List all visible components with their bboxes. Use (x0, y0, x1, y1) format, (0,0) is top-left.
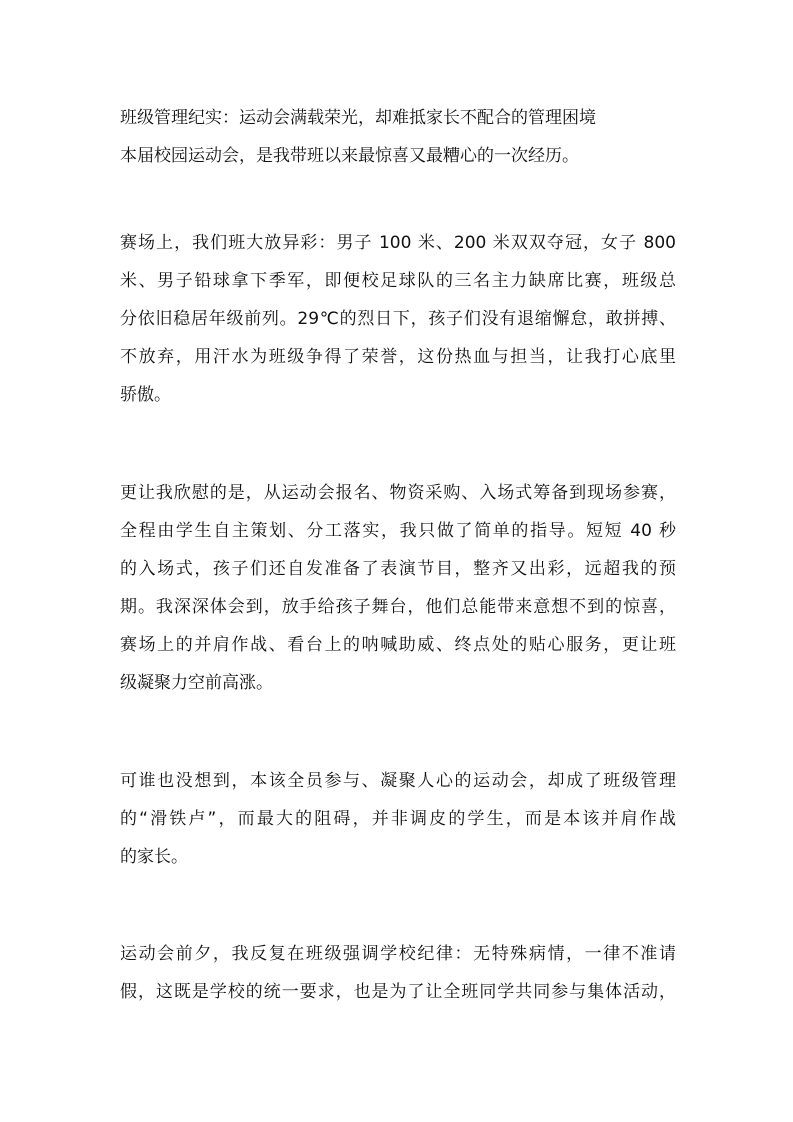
intro-line: 本届校园运动会，是我带班以来最惊喜又最糟心的一次经历。 (120, 146, 579, 166)
paragraph-line: 更让我欣慰的是，从运动会报名、物资采购、入场式筹备到现场参赛， (120, 483, 676, 503)
paragraph-line: 运动会前夕，我反复在班级强调学校纪律：无特殊病情，一律不准请 (120, 944, 676, 964)
paragraph-line: 米、男子铅球拿下季军，即便校足球队的三名主力缺席比赛，班级总 (120, 271, 676, 291)
document-header (120, 99, 676, 175)
paragraph-2 (120, 474, 676, 702)
paragraph-line: 赛场上，我们班大放异彩：男子 100 米、200 米双双夺冠，女子 800 (120, 233, 676, 253)
paragraph-line: 期。我深深体会到，放手给孩子舞台，他们总能带来意想不到的惊喜， (120, 597, 676, 617)
paragraph-line: 不放弃，用汗水为班级争得了荣誉，这份热血与担当，让我打心底里 (120, 347, 676, 367)
document-title: 班级管理纪实：运动会满载荣光，却难抵家长不配合的管理困境 (120, 108, 596, 128)
paragraph-line: 全程由学生自主策划、分工落实，我只做了简单的指导。短短 40 秒 (120, 521, 676, 541)
paragraph-3 (120, 762, 676, 876)
paragraph-line: 骄傲。 (120, 385, 171, 405)
paragraph-line: 假，这既是学校的统一要求，也是为了让全班同学共同参与集体活动， (120, 982, 676, 1002)
paragraph-line: 级凝聚力空前高涨。 (120, 673, 273, 693)
paragraph-line: 赛场上的并肩作战、看台上的呐喊助威、终点处的贴心服务，更让班 (120, 635, 676, 655)
paragraph-line: 可谁也没想到，本该全员参与、凝聚人心的运动会，却成了班级管理 (120, 771, 676, 791)
paragraph-1 (120, 224, 676, 414)
paragraph-line: 的入场式，孩子们还自发准备了表演节目，整齐又出彩，远超我的预 (120, 559, 676, 579)
paragraph-line: 的家长。 (120, 847, 188, 867)
paragraph-4 (120, 935, 676, 1011)
paragraph-line: 的“滑铁卢”，而最大的阻碍，并非调皮的学生，而是本该并肩作战 (120, 809, 676, 829)
paragraph-line: 分依旧稳居年级前列。29℃的烈日下，孩子们没有退缩懈怠，敢拼搏、 (120, 309, 676, 329)
